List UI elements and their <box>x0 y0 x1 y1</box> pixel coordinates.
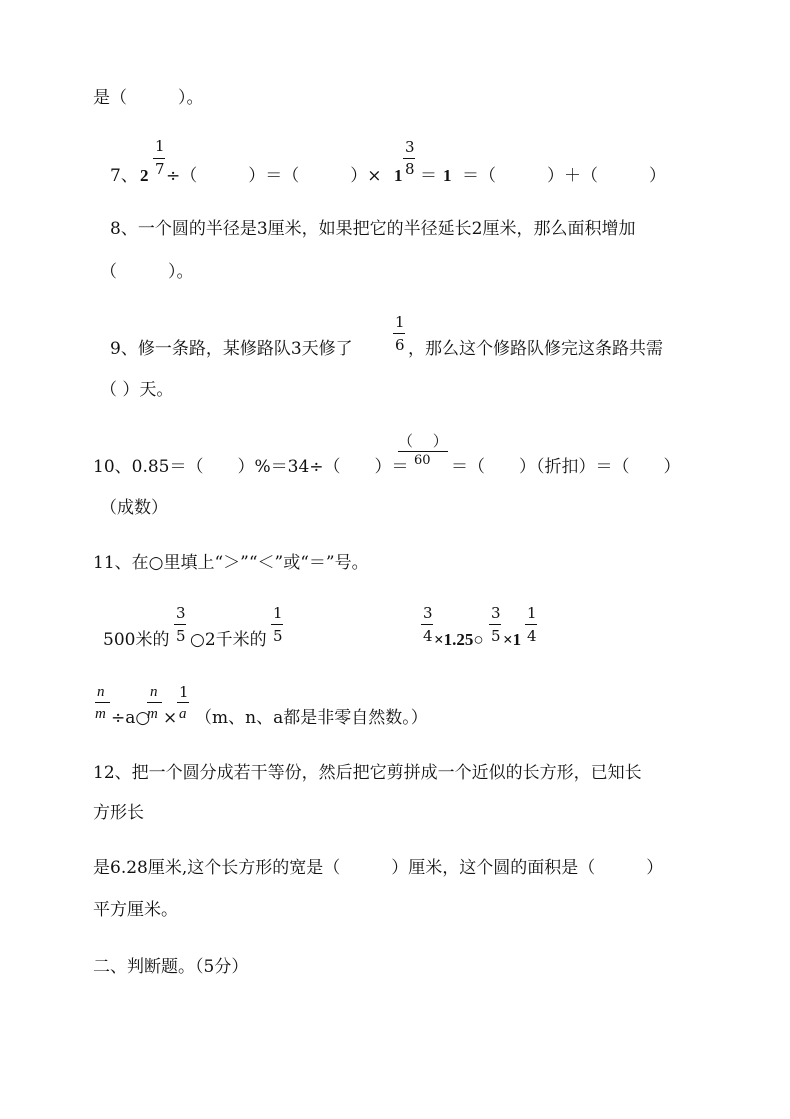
q9-frac-numerator: 1 <box>395 313 405 331</box>
q11-c2-frac3-numerator: 1 <box>527 604 537 622</box>
q7-equals: ＝ <box>420 166 437 186</box>
q11-c2-frac2-bar <box>489 624 501 625</box>
q9-line-2: （ ）天。 <box>100 380 174 400</box>
q11-c3-frac2-bar <box>147 702 162 703</box>
q11-c1-frac2-denominator: 5 <box>273 627 283 645</box>
q11-c3-frac1-bar <box>95 702 110 703</box>
q11-c1-text-a: 500米的 <box>103 630 170 650</box>
q7-expression-a: ÷（ ）＝（ ）× <box>166 166 382 186</box>
q7-whole-2: 1 <box>394 166 403 185</box>
q9-line-1-a: 9、修一条路，某修路队3天修了 <box>110 339 353 359</box>
q11-c3-frac3-numerator: 1 <box>179 683 189 701</box>
q7-frac1-denominator: 7 <box>155 160 165 178</box>
q7-frac2-bar <box>403 158 415 159</box>
q11-c2-frac1-denominator: 4 <box>423 627 433 645</box>
q11-c1-frac1-bar <box>174 624 186 625</box>
q12-line-1: 12、把一个圆分成若干等份，然后把它剪拼成一个近似的长方形，已知长 <box>93 763 642 783</box>
q7-whole-1: 2 <box>140 166 149 185</box>
q11-c3-text-a: ÷a○ <box>111 708 151 728</box>
q10-expression-b: ＝（ ）（折扣）＝（ ） <box>451 457 681 477</box>
q9-frac-denominator: 6 <box>395 336 405 354</box>
q11-c2-text-b: ×1 <box>503 630 522 649</box>
q7-one: 1 <box>443 166 452 185</box>
q11-c3-frac2-numerator: n <box>150 684 158 700</box>
q7-frac2-numerator: 3 <box>405 138 415 156</box>
q11-c3-text-b: × <box>163 708 178 728</box>
q11-c3-frac1-numerator: n <box>97 684 105 700</box>
q12-line-3: 是6.28厘米,这个长方形的宽是（ ）厘米，这个圆的面积是（ ） <box>93 858 664 878</box>
q7-frac2-denominator: 8 <box>405 160 415 178</box>
q10-frac-denominator: 60 <box>414 453 431 468</box>
q11-c2-frac1-bar <box>421 624 433 625</box>
q8-line-2: （ ）。 <box>100 262 194 282</box>
q11-c2-frac3-bar <box>525 624 537 625</box>
q11-c3-frac1-denominator: m <box>95 706 106 722</box>
q11-c2-frac2-numerator: 3 <box>491 604 501 622</box>
section-2-heading: 二、判断题。（5分） <box>93 957 249 977</box>
q11-c3-frac3-denominator: a <box>179 706 187 722</box>
q7-frac1-numerator: 1 <box>155 137 165 155</box>
q6-tail-text: 是（ ）。 <box>93 88 204 108</box>
q7-expression-c: ＝（ ）＋（ ） <box>462 166 666 186</box>
q11-c3-frac3-bar <box>177 702 189 703</box>
q11-c2-frac2-denominator: 5 <box>491 627 501 645</box>
q10-frac-bar <box>398 451 448 452</box>
q11-c2-text-a: ×1.25○ <box>434 630 484 649</box>
q9-frac-bar <box>393 333 405 334</box>
q11-c2-frac3-denominator: 4 <box>527 627 537 645</box>
q11-c3-note: （m、n、a都是非零自然数。） <box>195 708 428 728</box>
q11-c2-frac1-numerator: 3 <box>423 604 433 622</box>
q10-frac-numerator-blank: （ ） <box>398 432 448 450</box>
q8-line-1: 8、一个圆的半径是3厘米，如果把它的半径延长2厘米，那么面积增加 <box>110 219 636 239</box>
q10-line-2: （成数） <box>100 498 168 518</box>
q11-c1-frac1-numerator: 3 <box>176 604 186 622</box>
q10-expression-a: 10、0.85＝（ ）%＝34÷（ ）＝ <box>93 457 409 477</box>
q11-c1-frac2-numerator: 1 <box>273 604 283 622</box>
q7-frac1-bar <box>153 158 165 159</box>
q11-c3-frac2-denominator: m <box>147 706 158 722</box>
q11-c1-text-b: ○2千米的 <box>190 630 267 650</box>
q12-line-4: 平方厘米。 <box>93 900 178 920</box>
q12-line-2: 方形长 <box>93 803 144 823</box>
q11-c1-frac2-bar <box>271 624 283 625</box>
q11-c1-frac1-denominator: 5 <box>176 627 186 645</box>
q7-label: 7、 <box>110 166 138 186</box>
q9-line-1-b: ，那么这个修路队修完这条路共需 <box>408 339 663 359</box>
q11-title: 11、在○里填上“＞”“＜”或“＝”号。 <box>93 553 369 573</box>
